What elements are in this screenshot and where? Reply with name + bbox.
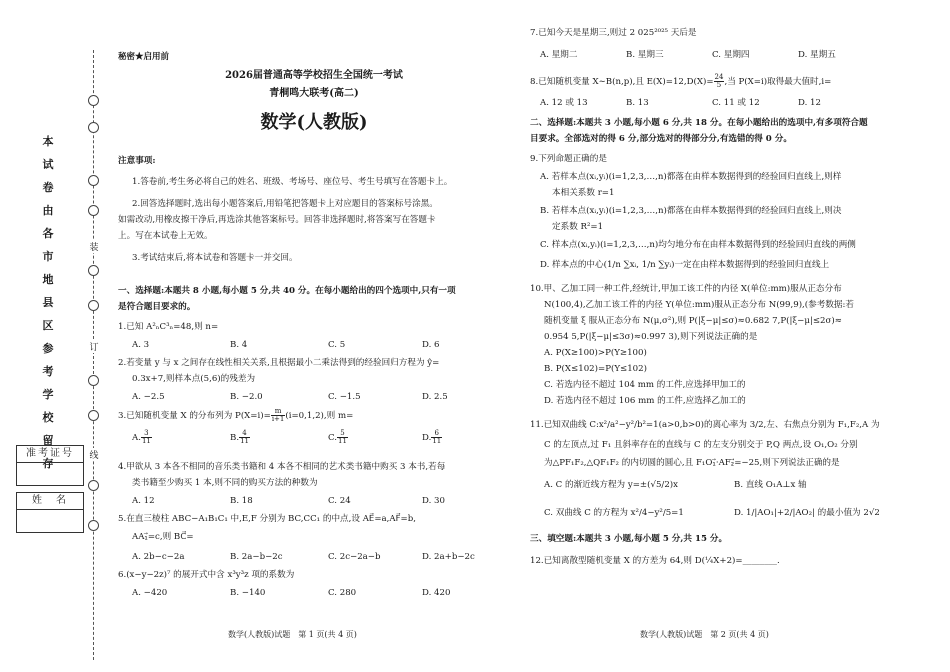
q8-stem-text: 8.已知随机变量 X∼B(n,p),且 E(X)=12,D(X)=	[530, 77, 714, 87]
q7-stem: 7.已知今天是星期三,则过 2 025²⁰²⁵ 天后是	[530, 28, 697, 38]
q3-option-a-letter: A.	[132, 433, 141, 443]
q3-option-d[interactable]	[422, 430, 442, 445]
notice-line: 3.考试结束后,将本试卷和答题卡一并交回。	[132, 253, 298, 263]
q3-stem	[118, 408, 353, 423]
q3-option-b[interactable]	[230, 430, 250, 445]
q3-option-c-num: 5	[337, 430, 348, 438]
q3-stem-text: 3.已知随机变量 X 的分布列为 P(X=i)=	[118, 411, 271, 421]
q3-fraction	[271, 408, 286, 423]
vchar: 市	[42, 250, 54, 263]
q5-option-b[interactable]: B. 2a−b−2c	[230, 552, 283, 562]
q7-option-a[interactable]: A. 星期二	[540, 50, 578, 60]
q10-option-a[interactable]: A. P(X≥100)>P(Y≥100)	[544, 348, 647, 358]
vchar: 卷	[42, 181, 54, 194]
q10-option-d[interactable]: D. 若选内径不超过 106 mm 的工件,应选择乙加工的	[544, 396, 746, 406]
q7-option-c[interactable]: C. 星期四	[712, 50, 750, 60]
label-zhuang: 装	[88, 240, 100, 253]
q10-option-b[interactable]: B. P(X≤102)=P(Y≤102)	[544, 364, 647, 374]
q4-option-b[interactable]: B. 18	[230, 496, 253, 506]
q10-option-c[interactable]: C. 若选内径不超过 104 mm 的工件,应选择甲加工的	[544, 380, 746, 390]
vchar: 试	[42, 158, 54, 171]
q4-option-a[interactable]: A. 12	[132, 496, 155, 506]
q3-frac-den: i+1	[271, 415, 285, 423]
subject-title: 数学(人教版)	[260, 112, 368, 133]
q3-option-c-letter: C.	[328, 433, 338, 443]
q12-stem[interactable]: 12.已知离散型随机变量 X 的方差为 64,则 D(¼X+2)=________.	[530, 556, 780, 566]
binding-hole	[88, 520, 99, 531]
notice-line: 如需改动,用橡皮擦干净后,再选涂其他答案标号。回答非选择题时,将答案写在答题卡	[118, 215, 436, 225]
q3-option-b-letter: B.	[230, 433, 240, 443]
q9-option-a-cont: 本相关系数 r=1	[552, 188, 615, 198]
binding-hole	[88, 95, 99, 106]
q1-option-b[interactable]: B. 4	[230, 340, 248, 350]
vchar: 考	[42, 365, 54, 378]
q6-option-d[interactable]: D. 420	[422, 588, 451, 598]
q3-option-c-frac	[337, 430, 348, 445]
q5-option-a[interactable]: A. 2b−c−2a	[132, 552, 185, 562]
page2-footer: 数学(人教版)试题 第 2 页(共 4 页)	[640, 630, 769, 639]
vchar: 地	[42, 273, 54, 286]
section3-heading: 三、填空题:本题共 3 小题,每小题 5 分,共 15 分。	[530, 534, 728, 544]
q9-option-a[interactable]: A. 若样本点(xᵢ,yᵢ)(i=1,2,3,…,n)都落在由样本数据得到的经验回归直线上,则样	[540, 172, 842, 182]
q3-option-b-num: 4	[239, 430, 250, 438]
q3-frac-num: m	[271, 408, 286, 416]
binding-margin	[0, 0, 105, 672]
q4-stem: 4.甲欲从 3 本各不相同的音乐类书籍和 4 本各不相同的艺术类书籍中购买 3 本书,若每	[118, 462, 446, 472]
q11-option-c[interactable]: C. 双曲线 C 的方程为 x²/4−y²/5=1	[544, 508, 684, 518]
q3-option-a-frac	[141, 430, 152, 445]
q5-stem: 5.在直三棱柱 ABC−A₁B₁C₁ 中,E,F 分别为 BC,CC₁ 的中点,设 AE⃗=a,AF⃗=b,	[118, 514, 416, 524]
q10-stem-l2: N(100,4),乙加工该工件的内径 Y(单位:mm)服从正态分布 N(99,9),(参考数据:若	[544, 300, 854, 310]
q3-option-d-letter: D.	[422, 433, 432, 443]
q11-option-b[interactable]: B. 直线 O₁A⊥x 轴	[734, 480, 807, 490]
section2-heading: 二、选择题:本题共 3 小题,每小题 6 分,共 18 分。在每小题给出的选项中,有多项符合题	[530, 118, 868, 128]
cut-line	[93, 50, 94, 660]
q8-frac-den: 5	[716, 81, 722, 89]
vchar: 区	[42, 319, 54, 332]
vchar: 存	[42, 457, 54, 470]
q9-option-d[interactable]: D. 样本点的中心(1/n ∑xᵢ, 1/n ∑yᵢ)一定在由样本数据得到的经验回归直线上	[540, 260, 830, 270]
exam-number-box[interactable]	[16, 445, 84, 486]
q1-option-c[interactable]: C. 5	[328, 340, 346, 350]
q4-option-d[interactable]: D. 30	[422, 496, 445, 506]
q3-option-c-den: 11	[338, 437, 347, 445]
q9-stem: 9.下列命题正确的是	[530, 154, 607, 164]
q5-option-d[interactable]: D. 2a+b−2c	[422, 552, 475, 562]
union-title: 青桐鸣大联考(高二)	[269, 88, 359, 99]
q11-stem-l3: 为△PF₁F₂,△QF₁F₂ 的内切圆的圆心,且 F₁O₁⃗·AF₂⃗=−25,则下列说法正确的是	[544, 458, 840, 468]
notice-line: 2.回答选择题时,选出每小题答案后,用铅笔把答题卡上对应题目的答案标号涂黑。	[132, 199, 438, 209]
notice-line: 上。写在本试卷上无效。	[118, 231, 213, 241]
q8-fraction	[714, 74, 725, 89]
q3-option-d-num: 6	[431, 430, 442, 438]
label-ding: 订	[88, 340, 100, 353]
exam-title: 2026届普通高等学校招生全国统一考试	[225, 70, 403, 81]
q8-frac-num: 24	[714, 73, 724, 81]
binding-hole	[88, 410, 99, 421]
vchar: 各	[42, 227, 54, 240]
q11-option-a[interactable]: A. C 的渐近线方程为 y=±(√5/2)x	[544, 480, 678, 490]
q8-stem-tail: ,当 P(X=i)取得最大值时,i=	[724, 77, 832, 87]
q10-stem: 10.甲、乙加工同一种工件,经统计,甲加工该工件的内径 X(单位:mm)服从正态分布	[530, 284, 842, 294]
binding-hole	[88, 265, 99, 276]
q5-stem-cont: AA₁⃗=c,则 BC⃗=	[132, 532, 194, 542]
q9-option-b-cont: 定系数 R²=1	[552, 222, 604, 232]
q3-option-a-den: 11	[141, 437, 151, 445]
q3-option-c[interactable]	[328, 430, 348, 445]
section1-heading: 一、选择题:本题共 8 小题,每小题 5 分,共 40 分。在每小题给出的四个选项中,只有一项	[118, 286, 456, 296]
section2-heading-cont: 目要求。全部选对的得 6 分,部分选对的得部分分,有选错的得 0 分。	[530, 134, 792, 144]
q6-option-a[interactable]: A. −420	[132, 588, 168, 598]
binding-hole	[88, 205, 99, 216]
q7-option-b[interactable]: B. 星期三	[626, 50, 664, 60]
q3-option-b-frac	[239, 430, 250, 445]
notice-title: 注意事项:	[118, 156, 156, 166]
q6-stem: 6.(x−y−2z)⁷ 的展开式中含 x³y³z 项的系数为	[118, 570, 295, 580]
q8-option-d[interactable]: D. 12	[798, 98, 821, 108]
vertical-notice	[40, 130, 56, 475]
q8-option-a[interactable]: A. 12 或 13	[540, 98, 588, 108]
q11-option-d[interactable]: D. 1/|AO₁|+2/|AO₂| 的最小值为 2√2	[734, 508, 880, 518]
vchar: 校	[42, 411, 54, 424]
label-xian: 线	[88, 448, 100, 461]
vchar: 县	[42, 296, 54, 309]
q11-stem-l2: C 的左顶点,过 F₁ 且斜率存在的直线与 C 的左支分别交于 P,Q 两点,设 O₁,O₂ 分别	[544, 440, 858, 450]
notice-line: 1.答卷前,考生务必将自己的姓名、班级、考场号、座位号、考生号填写在答题卡上。	[132, 177, 453, 187]
vchar: 本	[42, 135, 54, 148]
binding-hole	[88, 480, 99, 491]
q8-option-b[interactable]: B. 13	[626, 98, 649, 108]
q2-option-a[interactable]: A. −2.5	[132, 392, 165, 402]
q2-stem: 2.若变量 y 与 x 之间存在线性相关关系,且根据最小二乘法得到的经验回归方程为 ŷ=	[118, 358, 440, 368]
q1-stem: 1.已知 A²ₙC³ₙ=48,则 n=	[118, 322, 219, 332]
q3-stem-tail: (i=0,1,2),则 m=	[285, 411, 354, 421]
q10-stem-l3: 随机变量 ξ 服从正态分布 N(μ,σ²),则 P(|ξ−μ|≤σ)≈0.682 7,P(|ξ−μ|≤2σ)≈	[544, 316, 842, 326]
q11-stem: 11.已知双曲线 C:x²/a²−y²/b²=1(a>0,b>0)的离心率为 3/2,左、右焦点分别为 F₁,F₂,A 为	[530, 420, 880, 430]
q10-stem-l4: 0.954 5,P(|ξ−μ|≤3σ)≈0.997 3),则下列说法正确的是	[544, 332, 758, 342]
q4-option-c[interactable]: C. 24	[328, 496, 351, 506]
q5-option-c[interactable]: C. 2c−2a−b	[328, 552, 381, 562]
q1-option-d[interactable]: D. 6	[422, 340, 440, 350]
q8-stem	[530, 74, 831, 89]
q2-option-d[interactable]: D. 2.5	[422, 392, 448, 402]
q6-option-b[interactable]: B. −140	[230, 588, 266, 598]
q9-option-b[interactable]: B. 若样本点(xᵢ,yᵢ)(i=1,2,3,…,n)都落在由样本数据得到的经验回归直线上,则决	[540, 206, 842, 216]
vchar: 由	[42, 204, 54, 217]
exam-number-label: 准考证号	[17, 446, 83, 463]
q3-option-a[interactable]	[132, 430, 152, 445]
q3-option-b-den: 11	[240, 437, 249, 445]
name-box[interactable]	[16, 492, 84, 533]
q2-option-b[interactable]: B. −2.0	[230, 392, 263, 402]
q7-option-d[interactable]: D. 星期五	[798, 50, 836, 60]
q3-option-d-frac	[431, 430, 442, 445]
q3-option-a-num: 3	[141, 430, 152, 438]
q2-stem-cont: 0.3x+7,则样本点(5,6)的残差为	[132, 374, 256, 384]
q8-option-c[interactable]: C. 11 或 12	[712, 98, 760, 108]
q3-option-d-den: 11	[432, 437, 442, 445]
q1-option-a[interactable]: A. 3	[132, 340, 150, 350]
page1-footer: 数学(人教版)试题 第 1 页(共 4 页)	[228, 630, 357, 639]
vchar: 参	[42, 342, 54, 355]
q2-option-c[interactable]: C. −1.5	[328, 392, 361, 402]
binding-hole	[88, 375, 99, 386]
q9-option-c[interactable]: C. 样本点(xᵢ,yᵢ)(i=1,2,3,…,n)均匀地分布在由样本数据得到的经验回归直线的两侧	[540, 240, 856, 250]
vchar: 留	[42, 434, 54, 447]
binding-hole	[88, 175, 99, 186]
binding-hole	[88, 122, 99, 133]
vchar: 学	[42, 388, 54, 401]
binding-hole	[88, 300, 99, 311]
q6-option-c[interactable]: C. 280	[328, 588, 357, 598]
section1-heading-cont: 是符合题目要求的。	[118, 302, 196, 312]
name-label: 姓 名	[17, 493, 83, 510]
secret-label: 秘密★启用前	[118, 52, 170, 62]
q4-stem-cont: 类书籍至少购买 1 本,则不同的购买方法的种数为	[132, 478, 318, 488]
